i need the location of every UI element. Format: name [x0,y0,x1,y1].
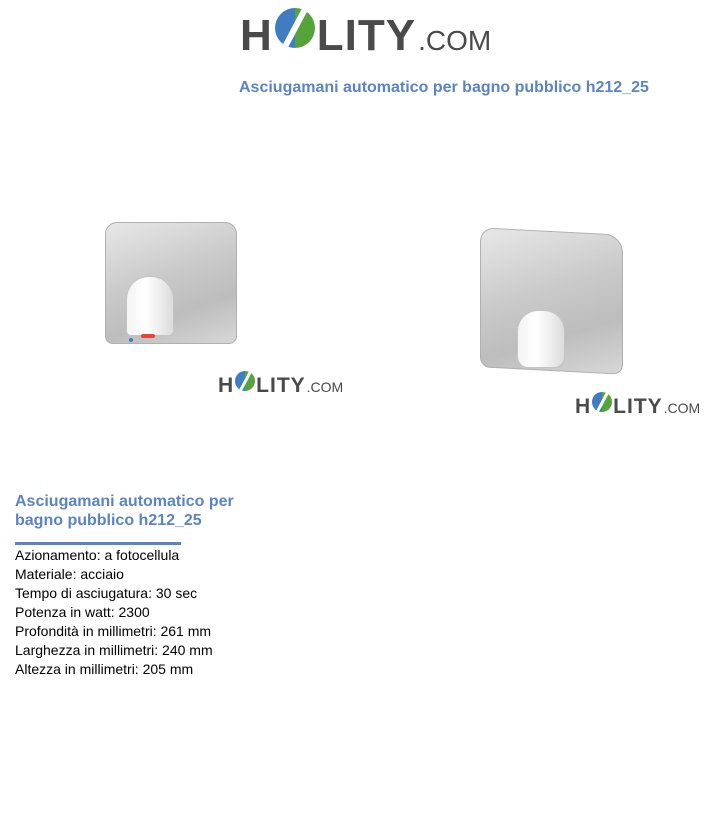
product-title-line1: Asciugamani automatico per [15,493,234,510]
spec-item: Profondità in millimetri: 261 mm [15,623,212,639]
logo-letter-h: H [218,374,235,397]
dryer-nozzle [127,277,173,335]
dryer-led [141,334,155,338]
product-title-line2: bagno pubblico h212_25 [15,512,202,529]
logo-letters: LITY [613,395,663,418]
image-watermark-logo [575,393,700,419]
dryer-sensor [129,338,133,342]
image-watermark-logo [218,372,343,398]
spec-list [15,546,213,679]
product-title [15,492,255,530]
logo-domain: .COM [306,379,344,395]
logo-domain: .COM [418,25,492,56]
spec-item: Azionamento: a fotocellula [15,547,180,563]
title-divider [15,542,181,545]
product-image-angled [480,231,623,371]
spec-item: Larghezza in millimetri: 240 mm [15,642,213,658]
logo-letter-h: H [575,395,592,418]
dryer-nozzle [518,311,564,367]
page-title: Asciugamani automatico per bagno pubblico h212_25 [239,79,649,96]
spec-item: Altezza in millimetri: 205 mm [15,661,194,677]
logo-o-icon [592,392,612,412]
spec-item: Materiale: acciaio [15,566,124,582]
product-image-front [105,222,237,344]
logo-letters: LITY [256,374,306,397]
logo-domain: .COM [663,400,701,416]
brand-logo [240,10,491,61]
spec-item: Potenza in watt: 2300 [15,604,150,620]
spec-item: Tempo di asciugatura: 30 sec [15,585,198,601]
logo-letter-h: H [240,11,273,60]
logo-o-icon [235,371,255,391]
logo-letters: LITY [316,11,417,60]
logo-o-icon [275,8,315,48]
